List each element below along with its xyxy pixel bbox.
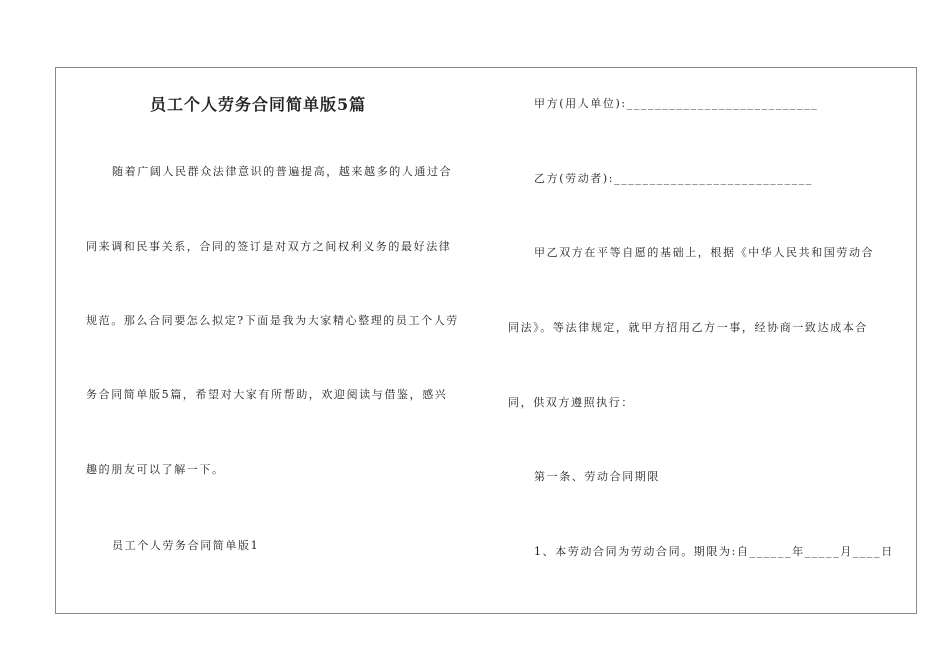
clause-1: 1、本劳动合同为劳动合同。期限为:自______年_____月____日 [534, 545, 894, 558]
intro-line-5: 趣的朋友可以了解一下。 [86, 463, 225, 476]
article-heading: 第一条、劳动合同期限 [534, 470, 660, 483]
document-title: 员工个人劳务合同简单版5篇 [150, 95, 367, 114]
document-page [55, 67, 917, 614]
para-line-1: 甲乙双方在平等自愿的基础上，根据《中华人民共和国劳动合 [534, 246, 875, 259]
intro-line-4: 务合同简单版5篇，希望对大家有所帮助，欢迎阅读与借鉴，感兴 [86, 388, 448, 401]
para-line-2: 同法》。等法律规定，就甲方招用乙方一事，经协商一致达成本合 [508, 321, 868, 334]
party-b-line: 乙方(劳动者):____________________________ [534, 172, 813, 185]
section-heading: 员工个人劳务合同简单版1 [112, 539, 260, 552]
intro-line-3: 规范。那么合同要怎么拟定?下面是我为大家精心整理的员工个人劳 [86, 314, 459, 327]
party-a-line: 甲方(用人单位):___________________________ [534, 97, 819, 110]
intro-line-2: 同来调和民事关系，合同的签订是对双方之间权利义务的最好法律 [86, 240, 452, 253]
para-line-3: 同，供双方遵照执行： [508, 396, 634, 409]
intro-line-1: 随着广阔人民群众法律意识的普遍提高，越来越多的人通过合 [112, 165, 453, 178]
